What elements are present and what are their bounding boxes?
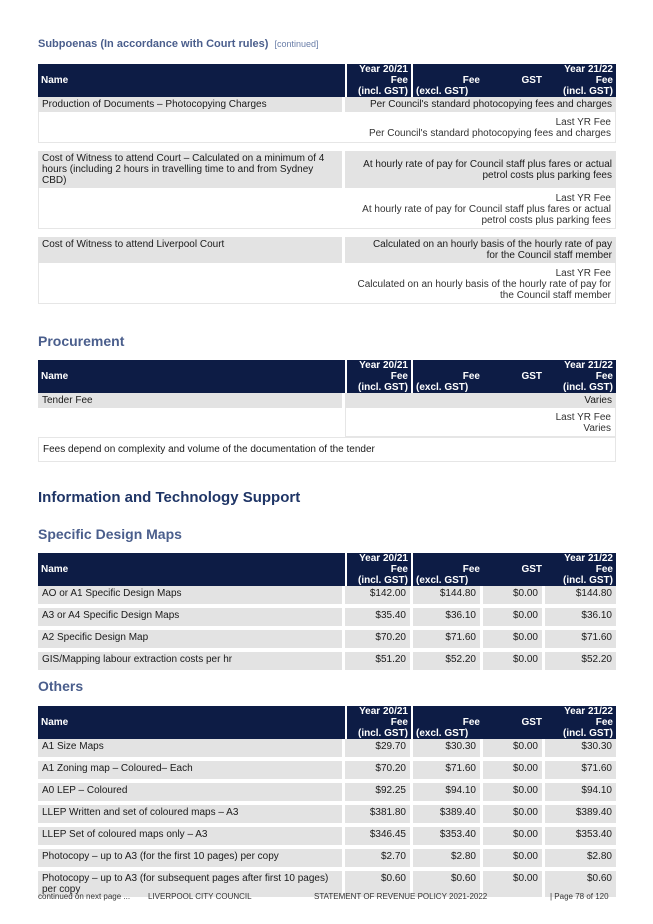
col-fee-incl: Fee: [345, 371, 413, 382]
col-fee-incl2: Fee: [545, 371, 616, 382]
others-table: [38, 706, 616, 901]
fee-prev: $29.70: [345, 739, 413, 761]
col-fee-incl: Fee: [345, 717, 413, 728]
fee-gst: $0.00: [483, 849, 545, 871]
fee-excl: $94.10: [413, 783, 483, 805]
col-fee-excl: Fee: [413, 371, 483, 382]
col-fee-incl2: Fee: [545, 564, 616, 575]
procurement-table: [38, 360, 616, 462]
fee-gst: $0.00: [483, 608, 545, 630]
col-incl-gst: (incl. GST): [345, 86, 413, 97]
subpoenas-title: [38, 38, 318, 50]
subpoenas-title-text: Subpoenas (In accordance with Court rules): [38, 38, 269, 50]
footer-statement: STATEMENT OF REVENUE POLICY 2021-2022: [314, 892, 488, 901]
fee-name: Tender Fee: [38, 393, 345, 408]
col-excl-gst: (excl. GST): [413, 86, 483, 97]
fee-incl: $52.20: [545, 652, 616, 674]
fee-prev: $35.40: [345, 608, 413, 630]
fee-name: GIS/Mapping labour extraction costs per hr: [38, 652, 345, 674]
fee-excl: $71.60: [413, 761, 483, 783]
fee-prev: $142.00: [345, 586, 413, 608]
col-excl-gst: (excl. GST): [413, 382, 483, 393]
table-row: [38, 630, 616, 652]
table-row: [38, 151, 616, 188]
col-incl-gst: (incl. GST): [345, 575, 413, 586]
col-fee-incl2: Fee: [545, 717, 616, 728]
col-incl-gst2: (incl. GST): [545, 382, 616, 393]
col-incl-gst2: (incl. GST): [545, 575, 616, 586]
table-row: [38, 97, 616, 112]
col-year-prev: Year 20/21: [345, 553, 413, 564]
table-row-detail: [38, 112, 616, 143]
col-fee-excl: Fee: [413, 75, 483, 86]
table-row: [38, 827, 616, 849]
fee-excl: $2.80: [413, 849, 483, 871]
col-name: Name: [38, 64, 345, 97]
col-name: Name: [38, 553, 345, 586]
fee-prev: $346.45: [345, 827, 413, 849]
fee-gst: $0.00: [483, 761, 545, 783]
col-year-curr: Year 21/22: [413, 706, 616, 717]
subpoenas-table: [38, 64, 616, 304]
fee-gst: $0.00: [483, 871, 545, 901]
fee-current: Per Council's standard photocopying fees and charges: [345, 97, 616, 112]
col-incl-gst2: (incl. GST): [545, 86, 616, 97]
fee-excl: $144.80: [413, 586, 483, 608]
fee-gst: $0.00: [483, 586, 545, 608]
fee-incl: $30.30: [545, 739, 616, 761]
fee-excl: $30.30: [413, 739, 483, 761]
col-fee-excl: Fee: [413, 564, 483, 575]
fee-prev: $70.20: [345, 761, 413, 783]
fee-current: At hourly rate of pay for Council staff plus fares or actual petrol costs plus parking fees: [345, 151, 616, 188]
fee-incl: $0.60: [545, 871, 616, 901]
table-row-detail: [38, 408, 616, 437]
col-gst: GST: [483, 75, 545, 97]
fee-name: A1 Zoning map – Coloured– Each: [38, 761, 345, 783]
fee-current: Calculated on an hourly basis of the hourly rate of pay for the Council staff member: [345, 237, 616, 263]
procurement-title: Procurement: [38, 333, 125, 349]
fee-name: A3 or A4 Specific Design Maps: [38, 608, 345, 630]
table-row: [38, 237, 616, 263]
table-row: [38, 761, 616, 783]
last-yr-value: Calculated on an hourly basis of the hourly rate of pay for the Council staff member: [357, 278, 611, 301]
footer-continued: continued on next page ...: [38, 892, 131, 901]
last-yr-value: Varies: [583, 423, 611, 434]
table-row: [38, 393, 616, 408]
fee-name: Cost of Witness to attend Court – Calculated on a minimum of 4 hours (including 2 hours in travelling time to and from Sydney CBD): [38, 151, 345, 188]
fee-excl: $389.40: [413, 805, 483, 827]
fee-name: AO or A1 Specific Design Maps: [38, 586, 345, 608]
fee-incl: $94.10: [545, 783, 616, 805]
fee-gst: $0.00: [483, 739, 545, 761]
others-title: Others: [38, 678, 84, 694]
col-fee-incl: Fee: [345, 564, 413, 575]
fee-excl: $353.40: [413, 827, 483, 849]
table-row: [38, 739, 616, 761]
table-row: [38, 783, 616, 805]
fee-prev: $92.25: [345, 783, 413, 805]
table-row: [38, 608, 616, 630]
table-note: [38, 437, 616, 462]
fee-gst: $0.00: [483, 827, 545, 849]
table-row: [38, 586, 616, 608]
fee-name: A0 LEP – Coloured: [38, 783, 345, 805]
last-yr-label: Last YR Fee: [555, 192, 611, 204]
table-row-detail: [38, 263, 616, 304]
col-name: Name: [38, 706, 345, 739]
col-year-curr: Year 21/22: [413, 360, 616, 371]
fee-gst: $0.00: [483, 805, 545, 827]
it-support-title: Information and Technology Support: [38, 489, 301, 506]
fee-prev: $0.60: [345, 871, 413, 901]
col-name: Name: [38, 360, 345, 393]
fee-name: A1 Size Maps: [38, 739, 345, 761]
fee-name: Photocopy – up to A3 (for the first 10 pages) per copy: [38, 849, 345, 871]
fee-incl: $71.60: [545, 761, 616, 783]
table-row: [38, 652, 616, 674]
fee-name: Production of Documents – Photocopying Charges: [38, 97, 345, 112]
fee-current: Varies: [345, 393, 616, 408]
col-excl-gst: (excl. GST): [413, 575, 483, 586]
continued-label: [continued]: [274, 39, 319, 49]
fee-excl: $36.10: [413, 608, 483, 630]
fee-excl: $71.60: [413, 630, 483, 652]
table-row-detail: [38, 188, 616, 229]
last-yr-value: Per Council's standard photocopying fees and charges: [368, 128, 611, 139]
fee-name: Cost of Witness to attend Liverpool Court: [38, 237, 345, 263]
col-year-prev: Year 20/21: [345, 64, 413, 75]
col-year-curr: Year 21/22: [413, 64, 616, 75]
fee-excl: $52.20: [413, 652, 483, 674]
procurement-note: Fees depend on complexity and volume of the documentation of the tender: [38, 437, 616, 462]
fee-prev: $381.80: [345, 805, 413, 827]
fee-prev: $51.20: [345, 652, 413, 674]
col-year-prev: Year 20/21: [345, 360, 413, 371]
fee-prev: $2.70: [345, 849, 413, 871]
table-row: [38, 849, 616, 871]
col-fee-incl: Fee: [345, 75, 413, 86]
fee-gst: $0.00: [483, 783, 545, 805]
col-incl-gst2: (incl. GST): [545, 728, 616, 739]
col-fee-excl: Fee: [413, 717, 483, 728]
col-incl-gst: (incl. GST): [345, 728, 413, 739]
fee-name: LLEP Written and set of coloured maps – A3: [38, 805, 345, 827]
fee-gst: $0.00: [483, 630, 545, 652]
design-maps-title: Specific Design Maps: [38, 526, 182, 542]
footer-page-number: | Page 78 of 120: [550, 892, 609, 901]
fee-incl: $353.40: [545, 827, 616, 849]
fee-name: Photocopy – up to A3 (for subsequent pages after first 10 pages) per copy: [38, 871, 345, 901]
fee-incl: $389.40: [545, 805, 616, 827]
fee-name: A2 Specific Design Map: [38, 630, 345, 652]
last-yr-label: Last YR Fee: [555, 267, 611, 279]
col-gst: GST: [483, 717, 545, 739]
col-incl-gst: (incl. GST): [345, 382, 413, 393]
col-excl-gst: (excl. GST): [413, 728, 483, 739]
fee-incl: $71.60: [545, 630, 616, 652]
col-year-prev: Year 20/21: [345, 706, 413, 717]
footer-council: LIVERPOOL CITY COUNCIL: [148, 892, 252, 901]
col-year-curr: Year 21/22: [413, 553, 616, 564]
col-gst: GST: [483, 564, 545, 586]
fee-name: LLEP Set of coloured maps only – A3: [38, 827, 345, 849]
last-yr-label: Last YR Fee: [555, 117, 611, 128]
design-maps-table: [38, 553, 616, 674]
fee-incl: $36.10: [545, 608, 616, 630]
fee-incl: $144.80: [545, 586, 616, 608]
last-yr-label: Last YR Fee: [555, 412, 611, 423]
col-fee-incl2: Fee: [545, 75, 616, 86]
table-row: [38, 805, 616, 827]
fee-incl: $2.80: [545, 849, 616, 871]
last-yr-value: At hourly rate of pay for Council staff plus fares or actual petrol costs plus parking fees: [362, 203, 611, 226]
fee-prev: $70.20: [345, 630, 413, 652]
col-gst: GST: [483, 371, 545, 393]
fee-excl: $0.60: [413, 871, 483, 901]
fee-gst: $0.00: [483, 652, 545, 674]
